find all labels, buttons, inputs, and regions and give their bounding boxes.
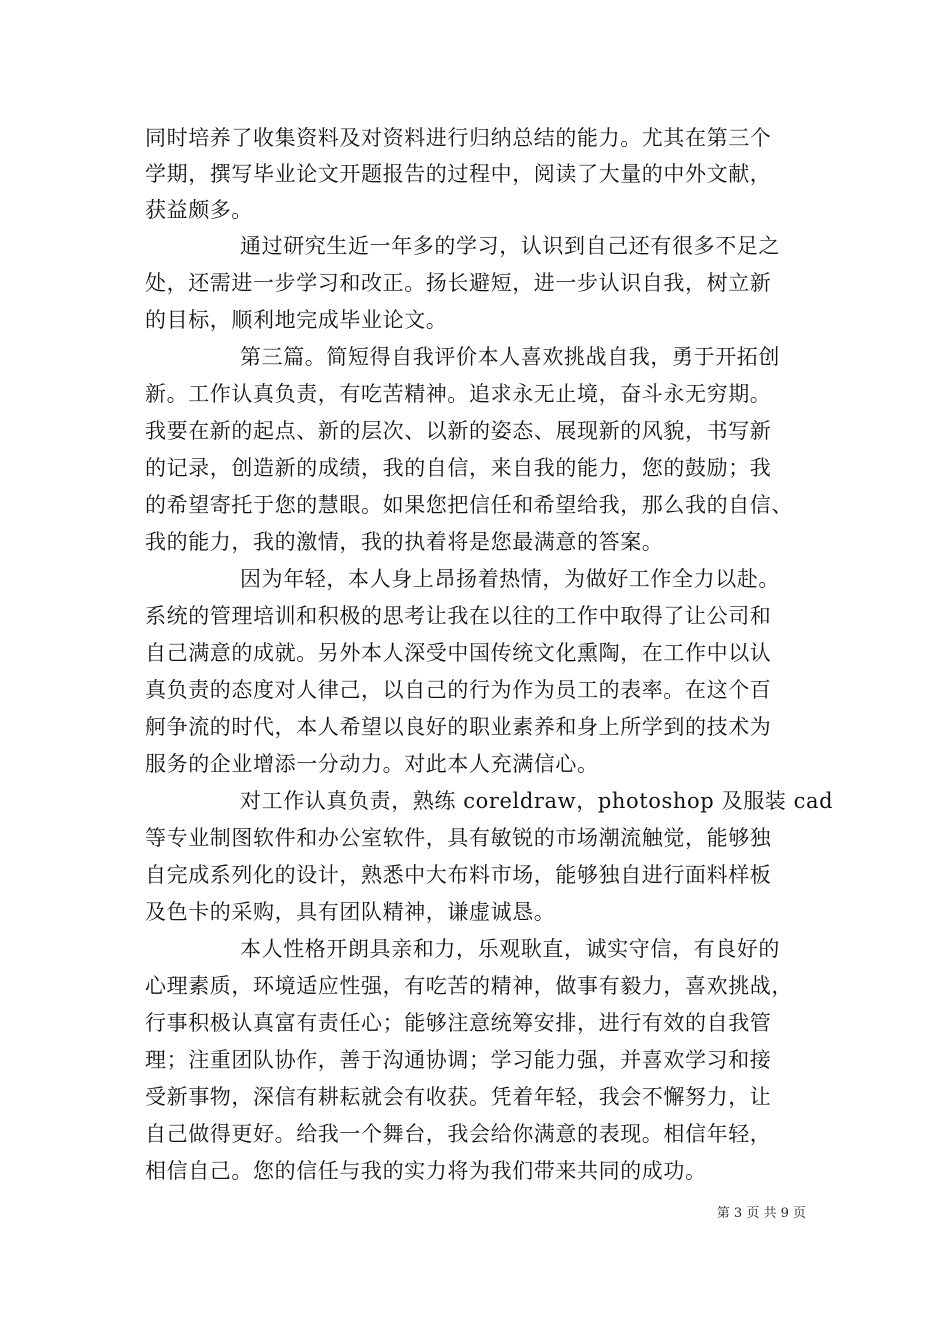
text-line: 相信自己。您的信任与我的实力将为我们带来共同的成功。 <box>145 1159 707 1183</box>
text-line: 我要在新的起点、新的层次、以新的姿态、展现新的风貌，书写新 <box>145 419 772 443</box>
text-line: 的记录，创造新的成绩，我的自信，来自我的能力，您的鼓励；我 <box>145 456 772 480</box>
text-line: 学期，撰写毕业论文开题报告的过程中，阅读了大量的中外文献， <box>145 162 772 186</box>
text-line: 同时培养了收集资料及对资料进行归纳总结的能力。尤其在第三个 <box>145 126 772 150</box>
text-line: 舸争流的时代，本人希望以良好的职业素养和身上所学到的技术为 <box>145 715 772 739</box>
text-line: 理；注重团队协作，善于沟通协调；学习能力强，并喜欢学习和接 <box>145 1048 772 1072</box>
paragraph-start-line: 第三篇。简短得自我评价本人喜欢挑战自我，勇于开拓创 <box>240 345 780 369</box>
paragraph-start-line: 本人性格开朗具亲和力，乐观耿直，诚实守信，有良好的 <box>240 937 780 961</box>
text-line: 自己满意的成就。另外本人深受中国传统文化熏陶，在工作中以认 <box>145 641 772 665</box>
paragraph-start-line: 因为年轻，本人身上昂扬着热情，为做好工作全力以赴。 <box>240 567 780 591</box>
text-line: 真负责的态度对人律己，以自己的行为作为员工的表率。在这个百 <box>145 678 772 702</box>
text-line: 受新事物，深信有耕耘就会有收获。凭着年轻，我会不懈努力，让 <box>145 1085 772 1109</box>
paragraph-start-line: 通过研究生近一年多的学习，认识到自己还有很多不足之 <box>240 234 780 258</box>
text-line: 获益颇多。 <box>145 198 253 222</box>
page-number-footer: 第 3 页 共 9 页 <box>716 1206 806 1221</box>
text-line: 行事积极认真富有责任心；能够注意统筹安排，进行有效的自我管 <box>145 1011 772 1035</box>
text-line: 的希望寄托于您的慧眼。如果您把信任和希望给我，那么我的自信、 <box>145 493 793 517</box>
text-line: 自己做得更好。给我一个舞台，我会给你满意的表现。相信年轻， <box>145 1122 772 1146</box>
text-line: 新。工作认真负责，有吃苦精神。追求永无止境，奋斗永无穷期。 <box>145 382 772 406</box>
text-line: 服务的企业增添一分动力。对此本人充满信心。 <box>145 752 599 776</box>
text-line: 我的能力，我的激情，我的执着将是您最满意的答案。 <box>145 530 664 554</box>
text-line: 等专业制图软件和办公室软件，具有敏锐的市场潮流触觉，能够独 <box>145 826 772 850</box>
text-line: 系统的管理培训和积极的思考让我在以往的工作中取得了让公司和 <box>145 604 772 628</box>
text-line: 的目标，顺利地完成毕业论文。 <box>145 308 448 332</box>
text-line: 处，还需进一步学习和改正。扬长避短，进一步认识自我，树立新 <box>145 271 772 295</box>
text-line: 心理素质，环境适应性强，有吃苦的精神，做事有毅力，喜欢挑战， <box>145 974 793 998</box>
paragraph-start-line: 对工作认真负责，熟练 coreldraw，photoshop 及服装 cad <box>240 789 834 813</box>
text-line: 及色卡的采购，具有团队精神，谦虚诚恳。 <box>145 900 556 924</box>
text-line: 自完成系列化的设计，熟悉中大布料市场，能够独自进行面料样板 <box>145 863 772 887</box>
